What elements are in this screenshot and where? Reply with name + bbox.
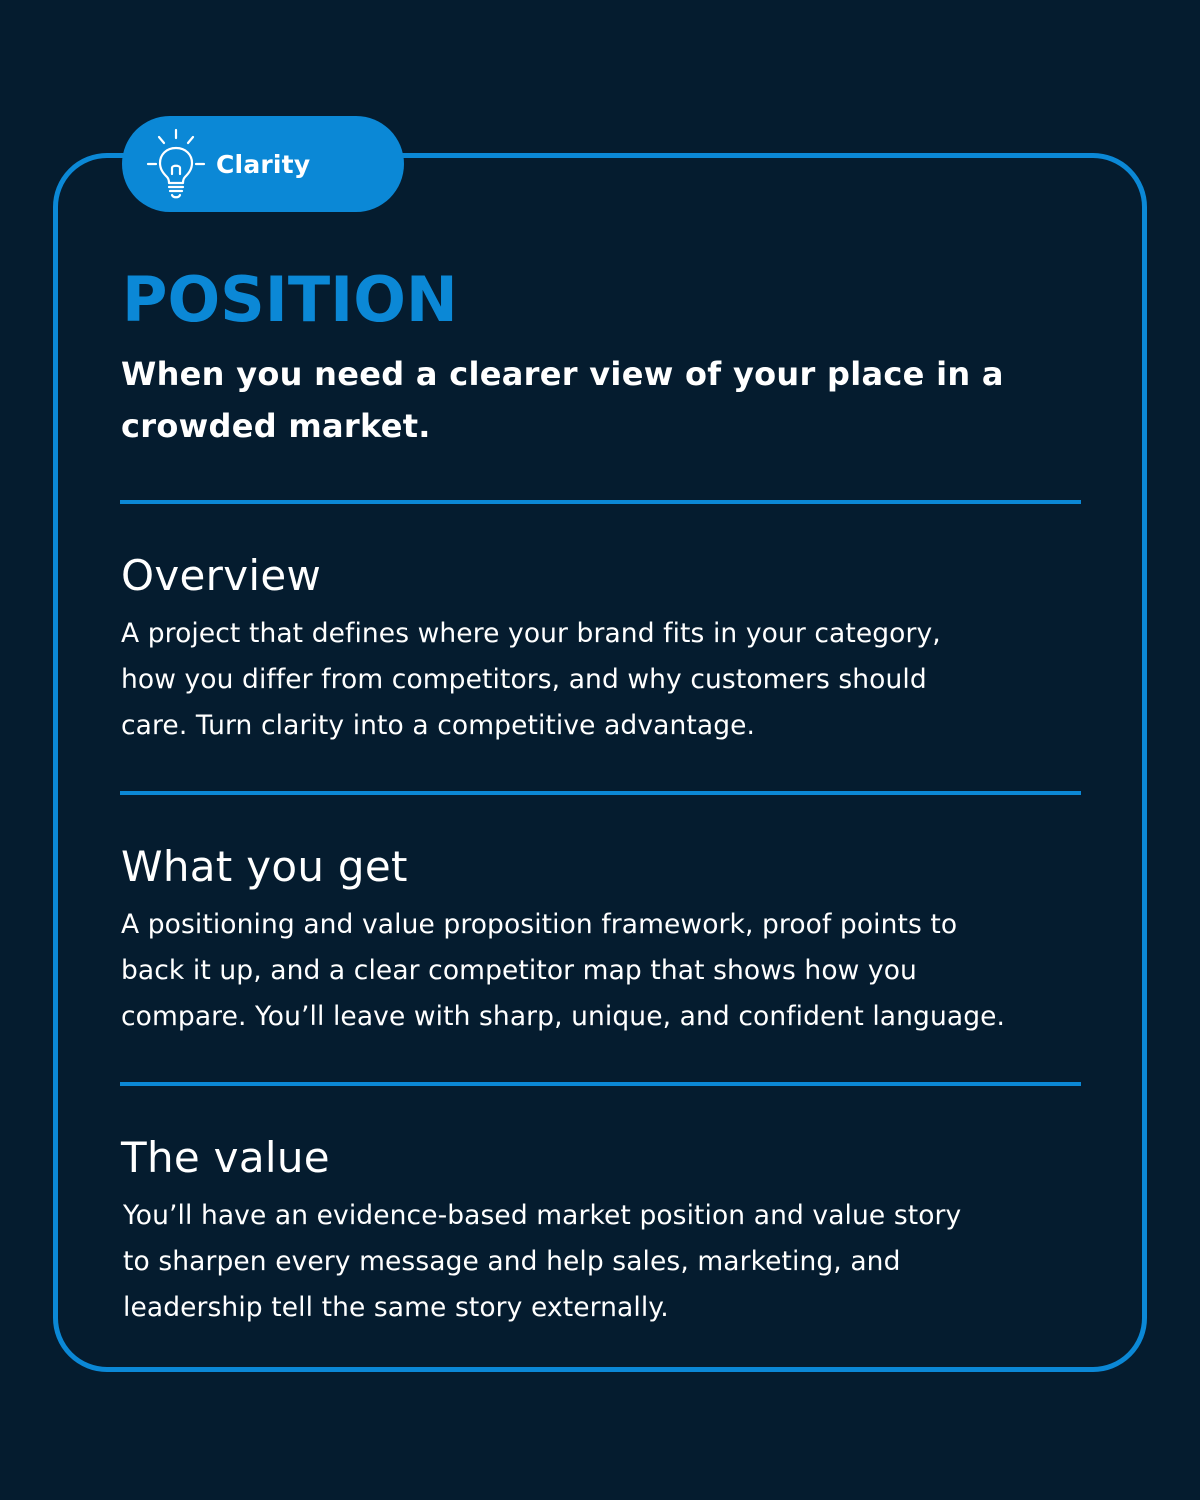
section-divider	[120, 1082, 1081, 1086]
what-you-get-heading: What you get	[121, 842, 408, 891]
section-divider	[120, 500, 1081, 504]
overview-body: A project that defines where your brand fits in your category, how you differ from competitors, and why customers should care. Turn clarity into a competitive advantage.	[121, 618, 941, 741]
category-badge	[122, 116, 404, 212]
badge-label: Clarity	[216, 149, 311, 179]
page-title: POSITION	[122, 263, 458, 336]
page-subtitle: When you need a clearer view of your place in a crowded market.	[121, 355, 1004, 445]
lightbulb-icon	[144, 124, 208, 204]
overview-heading: Overview	[121, 551, 322, 600]
what-you-get-body: A positioning and value proposition framework, proof points to back it up, and a clear competitor map that shows how you compare. You’ll leave with sharp, unique, and confident language.	[121, 909, 1006, 1032]
the-value-body: You’ll have an evidence-based market position and value story to sharpen every message and help sales, marketing, and leadership tell the same story externally.	[123, 1200, 962, 1323]
the-value-heading: The value	[121, 1133, 330, 1182]
section-divider	[120, 791, 1081, 795]
